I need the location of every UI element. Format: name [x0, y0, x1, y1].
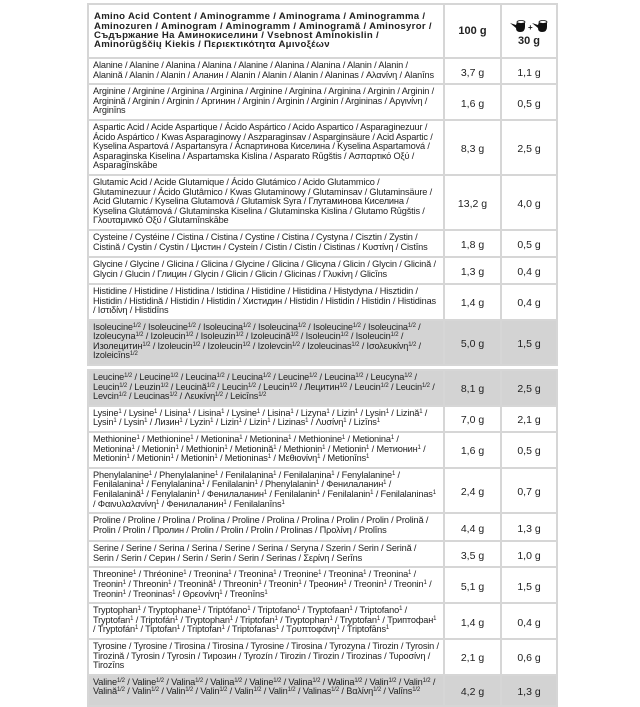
svg-text:+: + — [528, 22, 533, 32]
value-per-serving: 2,5 g — [501, 120, 557, 175]
amino-acid-name: Isoleucine$^{1/2}$ / Isoleucine$^{1/2}$ / Isoleucina$^{1/2}$ / Isoleucina$^{1/2}$ / Isoleucine$^{1/2}$ / Isoleucina$^{1/2}$ / Izoleucyna$^{1/2}$ / Izoleucin$^{1/2}$ / Isoleuzin$^{1/2}$ / Izoleucină$^{1/2}$ / Isoleucin$^{1/2}$ / Isoleucin$^{1/2}$ / Изолецитин$^{1/2}$ / Izoleucin$^{1/2}$ / Izoleucin$^{1/2}$ / Izolevcin$^{1/2}$ / Izoleucinas$^{1/2}$ / Ισολευκίνη$^{1/2}$ / Izoleicīns$^{1/2}$ — [88, 320, 444, 365]
table-row — [88, 175, 640, 230]
amino-acid-name: Glycine / Glycine / Glicina / Glicina / Glycine / Glicina / Glicyna / Glicin / Glycin / Glicină / Glycin / Glucin / Глицин / Glycin / Glicin / Glicin / Glicinas / Γλυκίνη / Glicīns — [88, 257, 444, 284]
table-row — [88, 284, 640, 320]
value-per-serving: 1,0 g — [501, 541, 557, 567]
table-row — [88, 603, 640, 639]
value-per-100g: 5,1 g — [444, 567, 501, 603]
amino-acid-name: Tyrosine / Tyrosine / Tirosina / Tirosina / Tyrosine / Tirosina / Tyrozyna / Tirozin / Tyrosin / Tirozină / Tyrosin / Tyrosin / Тирозин / Tyrozín / Tirozin / Tirozin / Tirozinas / Τυροσίνη / Tirozīns — [88, 639, 444, 675]
amino-acid-name: Proline / Proline / Prolina / Prolina / Proline / Prolina / Prolina / Prolin / Prolin / Prolină / Prolin / Prolin / Пролин / Prolin / Prolin / Prolin / Prolinas / Προλίνη / Prolīns — [88, 513, 444, 541]
value-per-serving: 1,3 g — [501, 513, 557, 541]
two-scoops-icon — [509, 19, 549, 35]
value-per-100g: 8,1 g — [444, 370, 501, 406]
table-row — [88, 406, 640, 432]
table-row — [88, 84, 640, 120]
amino-acid-name: Tryptophan$^1$ / Tryptophane$^1$ / Triptófano$^1$ / Triptofano$^1$ / Tryptofaan$^1$ / Triptofano$^1$ / Tryptofan$^1$ / Triptofán$^1$ / Tryptophan$^1$ / Triptofan$^1$ / Tryptophan$^1$ / Tryptofan$^1$ / Триптофан$^1$ / Tryptofán$^1$ / Tiptofan$^1$ / Triptofan$^1$ / Triptofanas$^1$ / Τρυπτοφάνη$^1$ / Triptofāns$^1$ — [88, 603, 444, 639]
amino-acid-name: Glutamic Acid / Acide Glutamique / Ácido Glutámico / Acido Glutammico / Glutaminezuur / Ácido Glutâmico / Kwas Glutaminowy / Glutaminsav / Glutaminsäure / Acid Glutamic / Kyselina Glutamová / Glutamisk Syra / Глутаминова Киселина / Kyselina Glutámová / Glutaminska Kiselina / Glutaminska Kislina / Glutamo Rūgštis / Γλουταμινικό Οξύ / Glutamīnskābe — [88, 175, 444, 230]
table-row — [88, 257, 640, 284]
value-per-100g: 1,6 g — [444, 84, 501, 120]
amino-acid-name: Alanine / Alanine / Alanina / Alanina / Alanine / Alanina / Alanina / Alanin / Alanin / Alanină / Alanin / Alanin / Аланин / Alanin / Alanin / Alanin / Alaninas / Αλανίνη / Alanīns — [88, 58, 444, 84]
column-header-serving — [501, 4, 557, 58]
table-header-row — [88, 4, 640, 58]
value-per-100g: 1,4 g — [444, 284, 501, 320]
column-header-100g: 100 g — [444, 4, 501, 58]
value-per-serving: 1,5 g — [501, 320, 557, 365]
amino-acid-name: Cysteine / Cystéine / Cistina / Cistina / Cystine / Cistina / Cystyna / Cisztin / Zystin / Cistină / Cystin / Cystin / Цистин / Cystein / Cistin / Cistin / Cistinas / Κυστίνη / Cistīns — [88, 230, 444, 257]
value-per-100g: 4,4 g — [444, 513, 501, 541]
value-per-serving: 0,4 g — [501, 603, 557, 639]
amino-acid-table — [87, 3, 640, 707]
value-per-100g: 4,2 g — [444, 675, 501, 706]
table-row — [88, 58, 640, 84]
amino-acid-name: Valine$^{1/2}$ / Valine$^{1/2}$ / Valina$^{1/2}$ / Valina$^{1/2}$ / Valine$^{1/2}$ / Valina$^{1/2}$ / Walina$^{1/2}$ / Valin$^{1/2}$ / Valin$^{1/2}$ / Valină$^{1/2}$ / Valin$^{1/2}$ / Valin$^{1/2}$ / Valin$^{1/2}$ / Valin$^{1/2}$ / Valin$^{1/2}$ / Valinas$^{1/2}$ / Βαλίνη$^{1/2}$ / Valīns$^{1/2}$ — [88, 675, 444, 706]
amino-acid-name: Threonine$^1$ / Thréonine$^1$ / Treonina$^1$ / Treonina$^1$ / Treonine$^1$ / Treonina$^1$ / Treonina$^1$ / Treonin$^1$ / Threonin$^1$ / Treonină$^1$ / Threonin$^1$ / Treonin$^1$ / Треонин$^1$ / Treonin$^1$ / Treonin$^1$ / Treonin$^1$ / Treoninas$^1$ / Θρεονίνη$^1$ / Treonīns$^1$ — [88, 567, 444, 603]
table-row — [88, 432, 640, 468]
value-per-serving: 2,1 g — [501, 406, 557, 432]
serving-size-label: 30 g — [517, 34, 540, 47]
table-row — [88, 567, 640, 603]
amino-acid-name: Arginine / Arginine / Arginina / Arginina / Arginine / Arginina / Arginina / Arginin / Arginin / Arginină / Arginin / Arginin / Аргинин / Arginin / Arginin / Arginin / Argininas / Αργινίνη / Arginīns — [88, 84, 444, 120]
value-per-serving: 2,5 g — [501, 370, 557, 406]
value-per-100g: 1,3 g — [444, 257, 501, 284]
table-row — [88, 675, 640, 706]
amino-acid-name: Leucine$^{1/2}$ / Leucine$^{1/2}$ / Leucina$^{1/2}$ / Leucina$^{1/2}$ / Leucine$^{1/2}$ / Leucina$^{1/2}$ / Leucyna$^{1/2}$ / Leucin$^{1/2}$ / Leuzin$^{1/2}$ / Leucină$^{1/2}$ / Leucin$^{1/2}$ / Leucin$^{1/2}$ / Лецитин$^{1/2}$ / Leucin$^{1/2}$ / Leucin$^{1/2}$ / Levcin$^{1/2}$ / Leucinas$^{1/2}$ / Λευκίνη$^{1/2}$ / Leicīns$^{1/2}$ — [88, 370, 444, 406]
table-row — [88, 468, 640, 513]
value-per-serving: 1,1 g — [501, 58, 557, 84]
value-per-serving: 4,0 g — [501, 175, 557, 230]
value-per-serving: 1,5 g — [501, 567, 557, 603]
value-per-100g: 1,4 g — [444, 603, 501, 639]
amino-acid-name: Histidine / Histidine / Histidina / Istidina / Histidine / Histidina / Histydyna / Hisztidin / Histidin / Histidină / Histidin / Histidin / Хистидин / Histidin / Histidin / Histidin / Histidinas / Ιστιδίνη / Histidīns — [88, 284, 444, 320]
amino-acid-name: Serine / Serine / Serina / Serina / Serine / Serina / Seryna / Szerin / Serin / Serină / Serin / Serin / Серин / Serin / Serin / Serin / Serinas / Σερίνη / Serīns — [88, 541, 444, 567]
value-per-serving: 1,3 g — [501, 675, 557, 706]
table-row — [88, 230, 640, 257]
table-row — [88, 541, 640, 567]
value-per-serving: 0,6 g — [501, 639, 557, 675]
table-row — [88, 320, 640, 365]
table-row — [88, 370, 640, 406]
table-row — [88, 120, 640, 175]
value-per-100g: 2,4 g — [444, 468, 501, 513]
value-per-serving: 0,5 g — [501, 432, 557, 468]
value-per-serving: 0,5 g — [501, 230, 557, 257]
value-per-100g: 2,1 g — [444, 639, 501, 675]
amino-acid-name: Aspartic Acid / Acide Aspartique / Ácido Aspártico / Acido Aspartico / Asparaginezuur / Ácido Aspártico / Kwas Asparaginowy / Aszparaginsav / Asparginsäure / Acid Aspartic / Kyselina Aspartová / Aspartansyra / Аспартинова Киселина / Kyselina Aspartamová / Asparaginska Kiselina / Aspartamska Kislina / Asparato Rūgštis / Ασπαρτικό Οξύ / Asparagīnskābe — [88, 120, 444, 175]
value-per-serving: 0,5 g — [501, 84, 557, 120]
value-per-serving: 0,4 g — [501, 284, 557, 320]
value-per-serving: 0,4 g — [501, 257, 557, 284]
value-per-serving: 0,7 g — [501, 468, 557, 513]
value-per-100g: 1,8 g — [444, 230, 501, 257]
amino-acid-name: Phenylalanine$^1$ / Phenylalanine$^1$ / Fenilalanina$^1$ / Fenilalanina$^1$ / Fenylalanine$^1$ / Fenilalanina$^1$ / Fenylalanina$^1$ / Fenilalanin$^1$ / Phenylalanin$^1$ / Фенилаланин$^1$ / Fenilalanină$^1$ / Fenylalanin$^1$ / Фенилаланин$^1$ / Fenilalanin$^1$ / Fenilalanin$^1$ / Fenilalaninas$^1$ / Φαινυλαλανίνη$^1$ / Фенилаланин$^1$ / Fenilalanīns$^1$ — [88, 468, 444, 513]
value-per-100g: 8,3 g — [444, 120, 501, 175]
table-title: Amino Acid Content / Aminogramme / Aminograma / Aminogramma / Aminozuren / Aminogram / Aminogramm / Aminogramă / Aminosyror / Съдържание На Аминокиселини / Vsebnost Aminokislin / Aminorūgščių Kiekis / Περιεκτικότητα Αμινοξέων — [88, 4, 444, 58]
value-per-100g: 13,2 g — [444, 175, 501, 230]
table-row — [88, 639, 640, 675]
amino-acid-name: Methionine$^1$ / Methionine$^1$ / Metionina$^1$ / Metionina$^1$ / Methionine$^1$ / Metionina$^1$ / Metionina$^1$ / Metionin$^1$ / Methionin$^1$ / Metionină$^1$ / Methionin$^1$ / Metionin$^1$ / Метионин$^1$ / Metionin$^1$ / Metionin$^1$ / Metionin$^1$ / Metioninas$^1$ / Μεθιονίνη$^1$ / Metionīns$^1$ — [88, 432, 444, 468]
value-per-100g: 5,0 g — [444, 320, 501, 365]
value-per-100g: 1,6 g — [444, 432, 501, 468]
value-per-100g: 7,0 g — [444, 406, 501, 432]
table-row — [88, 513, 640, 541]
value-per-100g: 3,7 g — [444, 58, 501, 84]
value-per-100g: 3,5 g — [444, 541, 501, 567]
amino-acid-name: Lysine$^1$ / Lysine$^1$ / Lisina$^1$ / Lisina$^1$ / Lysine$^1$ / Lisina$^1$ / Lizyna$^1$ / Lizin$^1$ / Lysin$^1$ / Lizină$^1$ / Lysin$^1$ / Lysin$^1$ / Лизин$^1$ / Lyzin$^1$ / Lizin$^1$ / Lizin$^1$ / Lizinas$^1$ / Λυσίνη$^1$ / Lizīns$^1$ — [88, 406, 444, 432]
